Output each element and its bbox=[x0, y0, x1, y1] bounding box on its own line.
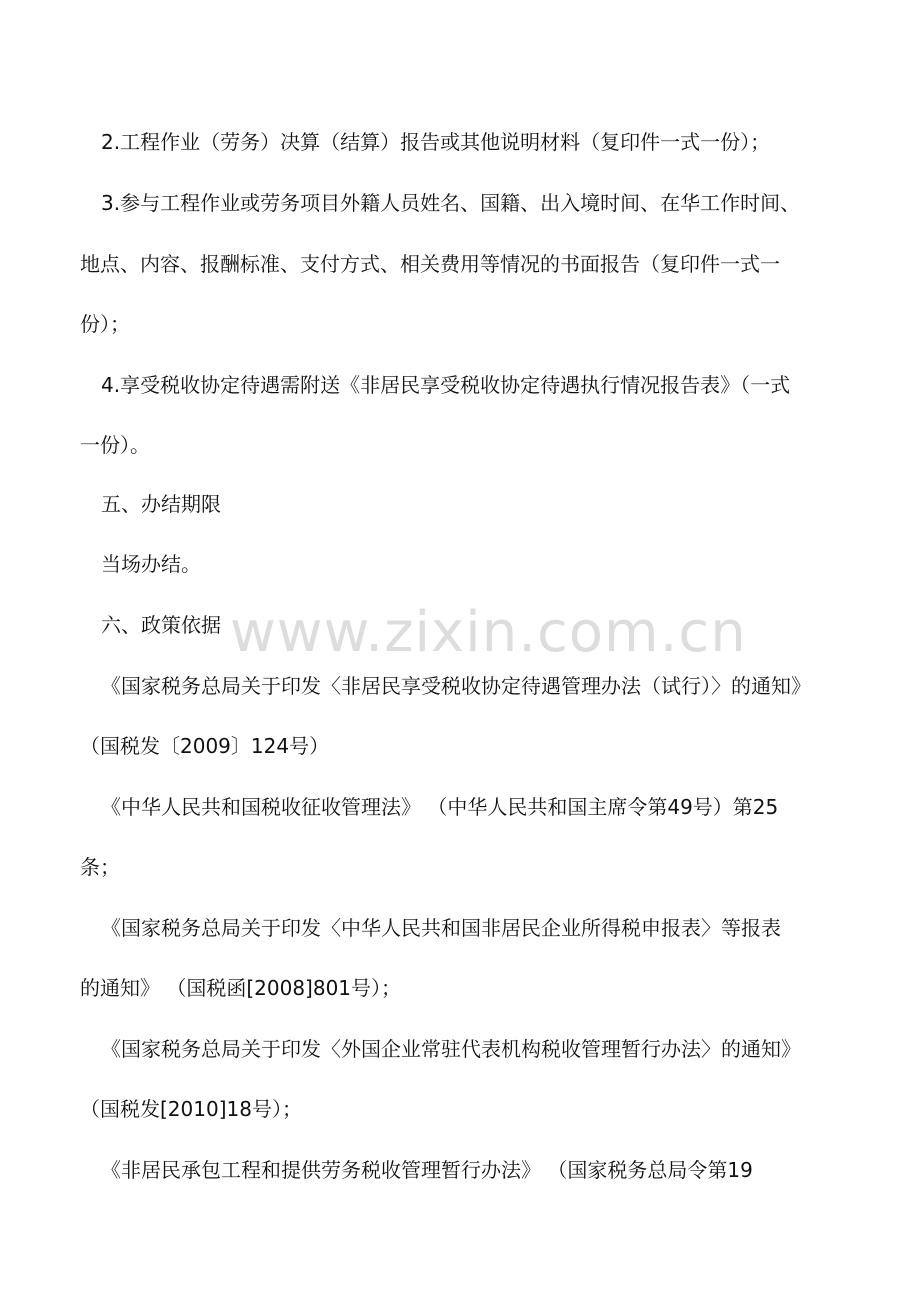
paragraph-line: 《中华人民共和国税收征收管理法》 （中华人民共和国主席令第49号）第25 bbox=[101, 795, 779, 819]
paragraph-line: 地点、内容、报酬标准、支付方式、相关费用等情况的书面报告（复印件一式一 bbox=[80, 252, 780, 276]
paragraph-line: 一份）。 bbox=[80, 433, 150, 457]
paragraph-line: 2.工程作业（劳务）决算（结算）报告或其他说明材料（复印件一式一份）； bbox=[101, 130, 771, 154]
paragraph-line: 《国家税务总局关于印发〈外国企业常驻代表机构税收管理暂行办法〉的通知》 bbox=[101, 1037, 801, 1061]
paragraph-line: 当场办结。 bbox=[101, 552, 201, 576]
paragraph-line: 的通知》 （国税函[2008]801号）； bbox=[80, 976, 402, 1000]
paragraph-line: 条； bbox=[80, 855, 120, 879]
paragraph-line: 《非居民承包工程和提供劳务税收管理暂行办法》 （国家税务总局令第19 bbox=[101, 1158, 753, 1182]
paragraph-line: 份）； bbox=[80, 312, 130, 336]
section-heading: 五、办结期限 bbox=[101, 492, 221, 516]
paragraph-line: 4.享受税收协定待遇需附送《非居民享受税收协定待遇执行情况报告表》（一式 bbox=[101, 373, 791, 397]
paragraph-line: （国税发〔2009〕124号） bbox=[80, 734, 330, 758]
section-heading: 六、政策依据 bbox=[101, 613, 221, 637]
paragraph-line: 《国家税务总局关于印发〈中华人民共和国非居民企业所得税申报表〉等报表 bbox=[101, 916, 781, 940]
watermark: www.zixin.com.cn bbox=[230, 600, 747, 665]
paragraph-line: 3.参与工程作业或劳务项目外籍人员姓名、国籍、出入境时间、在华工作时间、 bbox=[101, 191, 801, 215]
paragraph-line: 《国家税务总局关于印发〈非居民享受税收协定待遇管理办法（试行）〉的通知》 bbox=[101, 674, 811, 698]
paragraph-line: （国税发[2010]18号）； bbox=[80, 1097, 302, 1121]
